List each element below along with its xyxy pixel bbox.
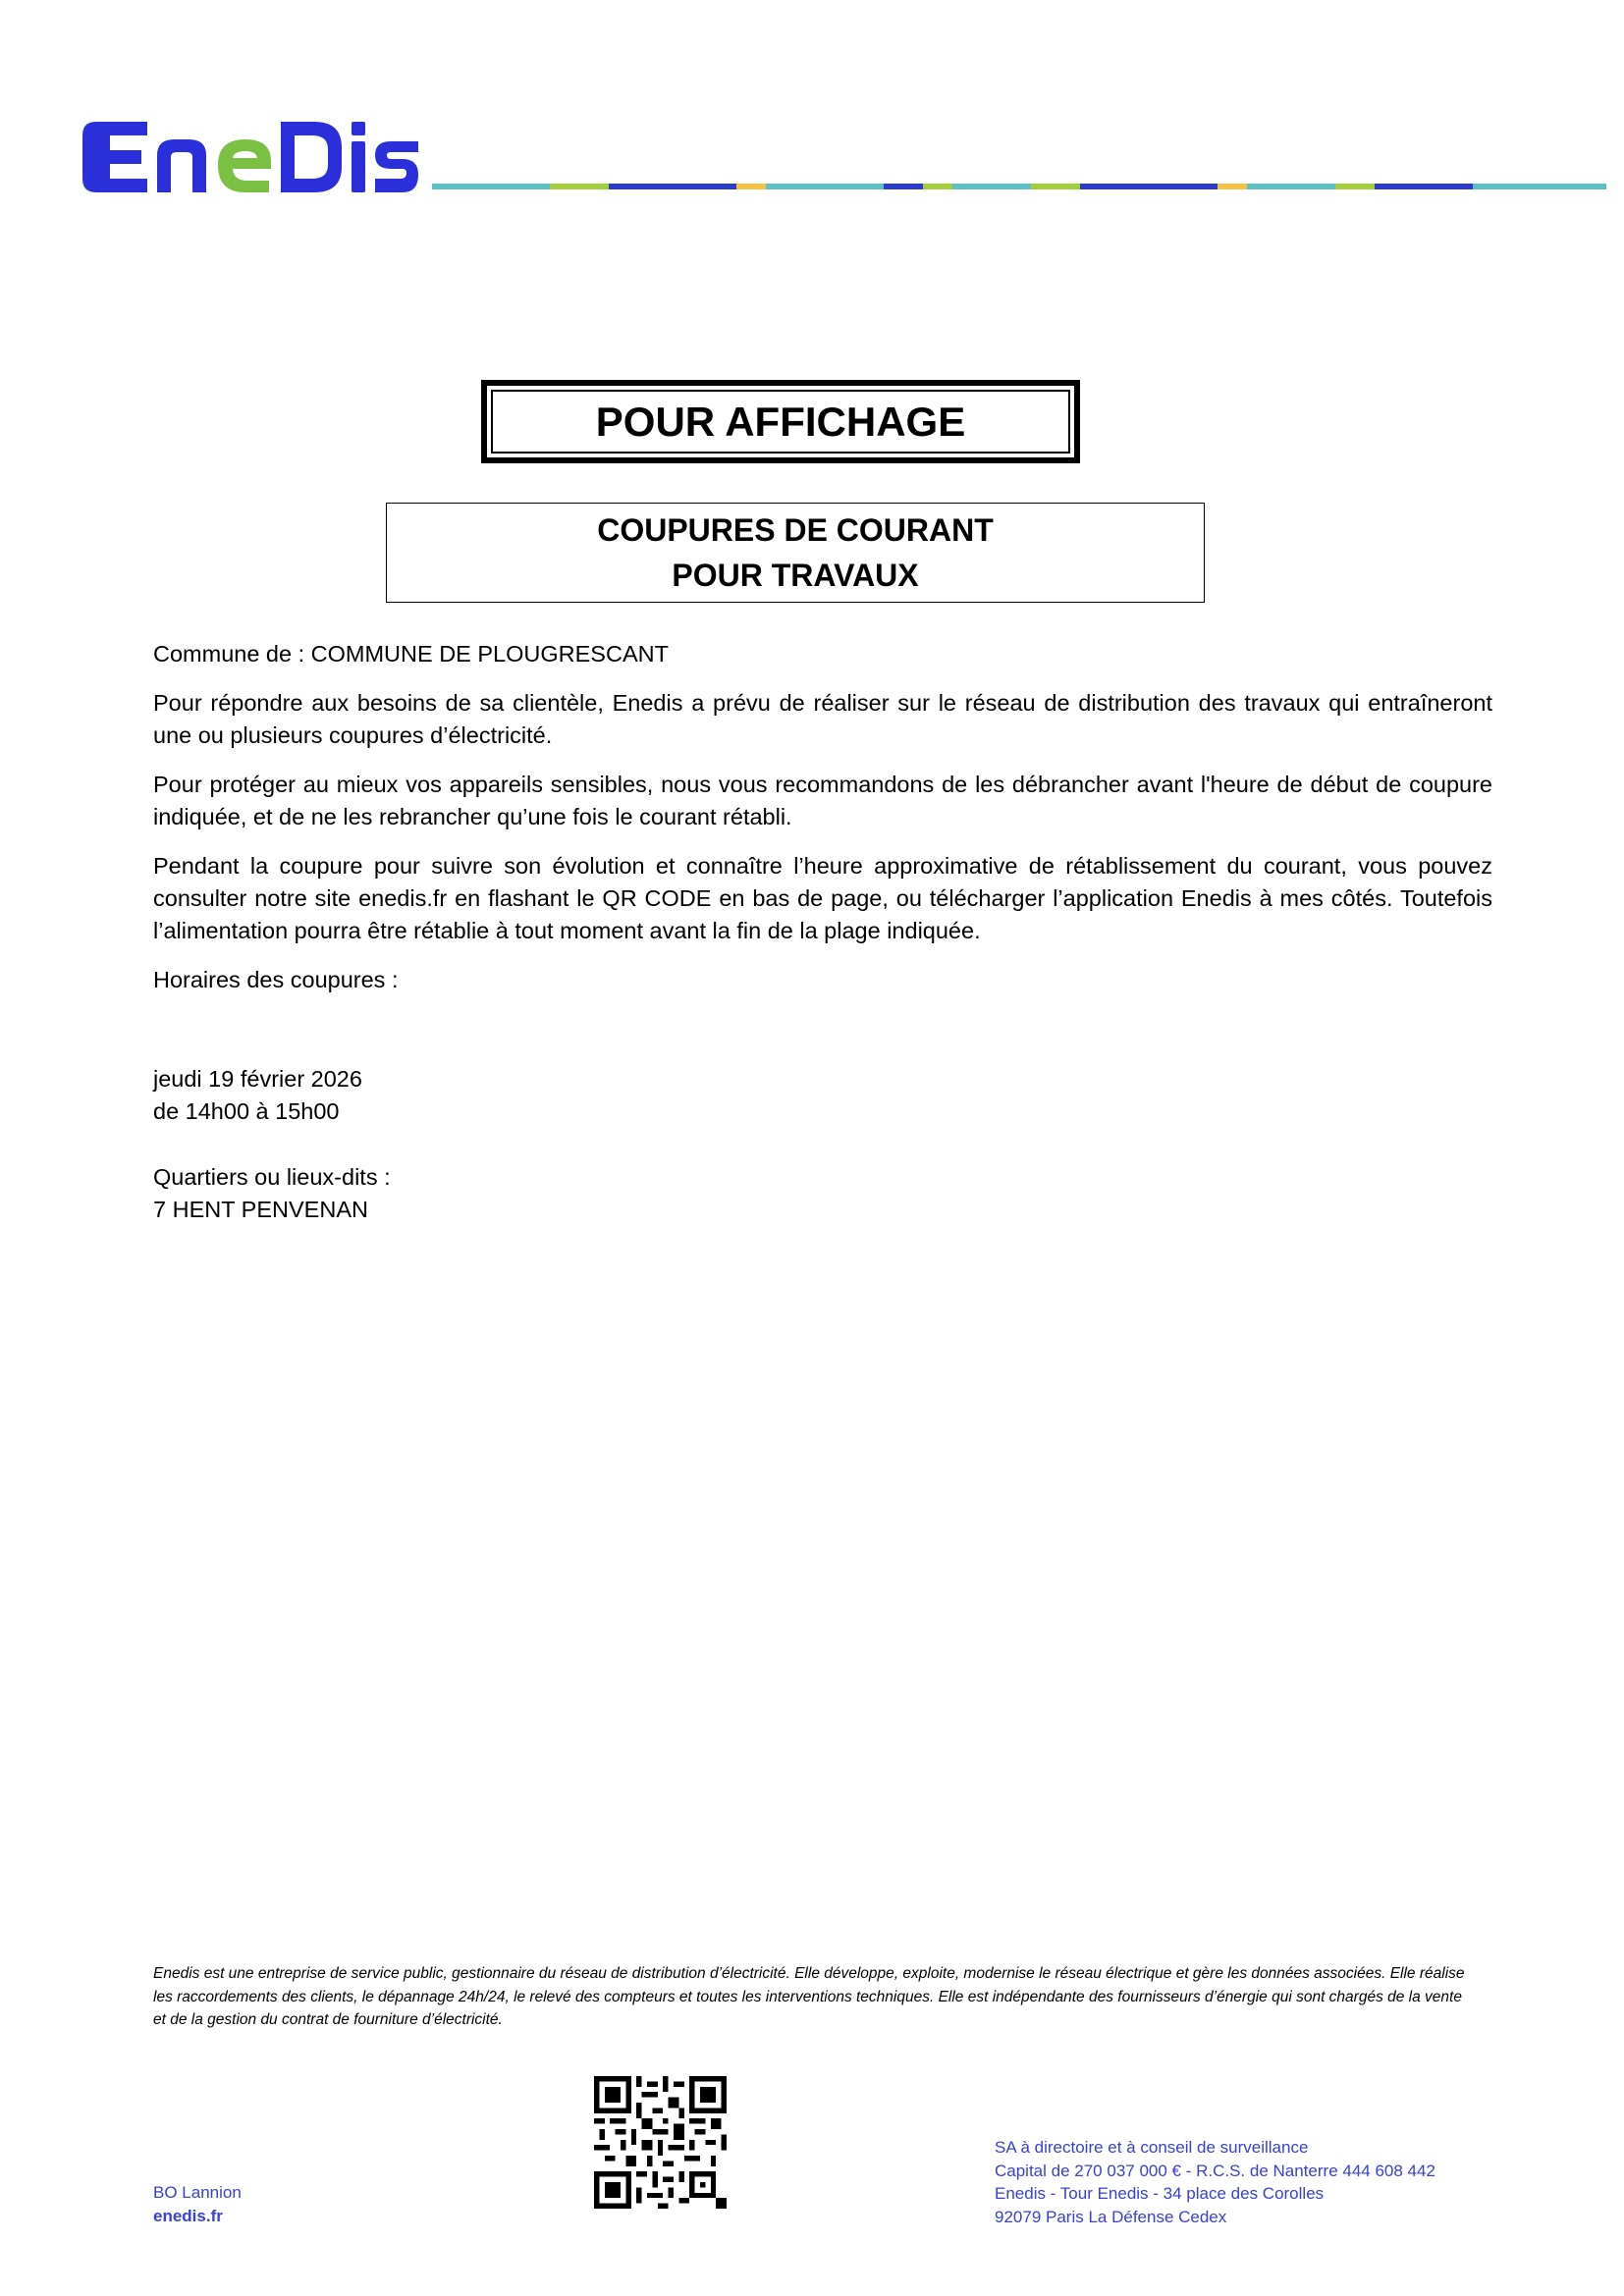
location-value: 7 HENT PENVENAN [153,1197,368,1222]
locations-label: Quartiers ou lieux-dits : [153,1164,391,1190]
outage-date: jeudi 19 février 2026 [153,1066,362,1092]
website-link[interactable]: enedis.fr [153,2207,223,2225]
company-line-2: Capital de 270 037 000 € - R.C.S. de Nanterre 444 608 442 [995,2161,1435,2180]
company-line-3: Enedis - Tour Enedis - 34 place des Corolles [995,2184,1325,2203]
footer-office [153,2181,242,2228]
footer-disclaimer: Enedis est une entreprise de service public, gestionnaire du réseau de distribution d’électricité. Elle développe, exploite, modernise le réseau électrique et gère les données associées. Elle réalise les raccordements des clients, le dépannage 24h/24, le relevé des compteurs et toutes les interventions techniques. Elle est indépendante des fournisseurs d’énergie qui sont chargés de la vente et de la gestion du contrat de fourniture d’électricité. [153,1965,1465,2028]
paragraph-suivi: Pendant la coupure pour suivre son évolution et connaître l’heure approximative de rétablissement du courant, vous pouvez consulter notre site enedis.fr en flashant le QR CODE en bas de page, ou télécharger l’application Enedis à mes côtés. Toutefois l’alimentation pourra être rétablie à tout moment avant la fin de la plage indiquée. [153,853,1492,943]
commune-line: Commune de : COMMUNE DE PLOUGRESCANT [153,641,669,667]
paragraph-besoins: Pour répondre aux besoins de sa clientèle, Enedis a prévu de réaliser sur le réseau de distribution des travaux qui entraîneront une ou plusieurs coupures d’électricité. [153,690,1492,748]
schedule-label: Horaires des coupures : [153,967,399,992]
qr-code-icon[interactable] [594,2076,727,2209]
subtitle-line-1: COUPURES DE COURANT [597,512,994,548]
company-line-1: SA à directoire et à conseil de surveillance [995,2138,1309,2157]
enedis-logo [79,116,420,198]
office-name: BO Lannion [153,2183,242,2202]
notice-body [153,638,1492,1226]
subtitle-line-2: POUR TRAVAUX [672,558,919,593]
company-line-4: 92079 Paris La Défense Cedex [995,2207,1227,2226]
paragraph-appareils: Pour protéger au mieux vos appareils sensibles, nous vous recommandons de les débrancher avant l'heure de début de coupure indiquée, et de ne les rebrancher qu’une fois le courant rétabli. [153,772,1492,829]
decorative-color-bar [432,184,1606,189]
footer-company-info [995,2136,1435,2228]
page-title: POUR AFFICHAGE [491,390,1070,454]
outage-time: de 14h00 à 15h00 [153,1098,340,1124]
coupures-box [386,503,1205,603]
pour-affichage-box [481,380,1080,463]
